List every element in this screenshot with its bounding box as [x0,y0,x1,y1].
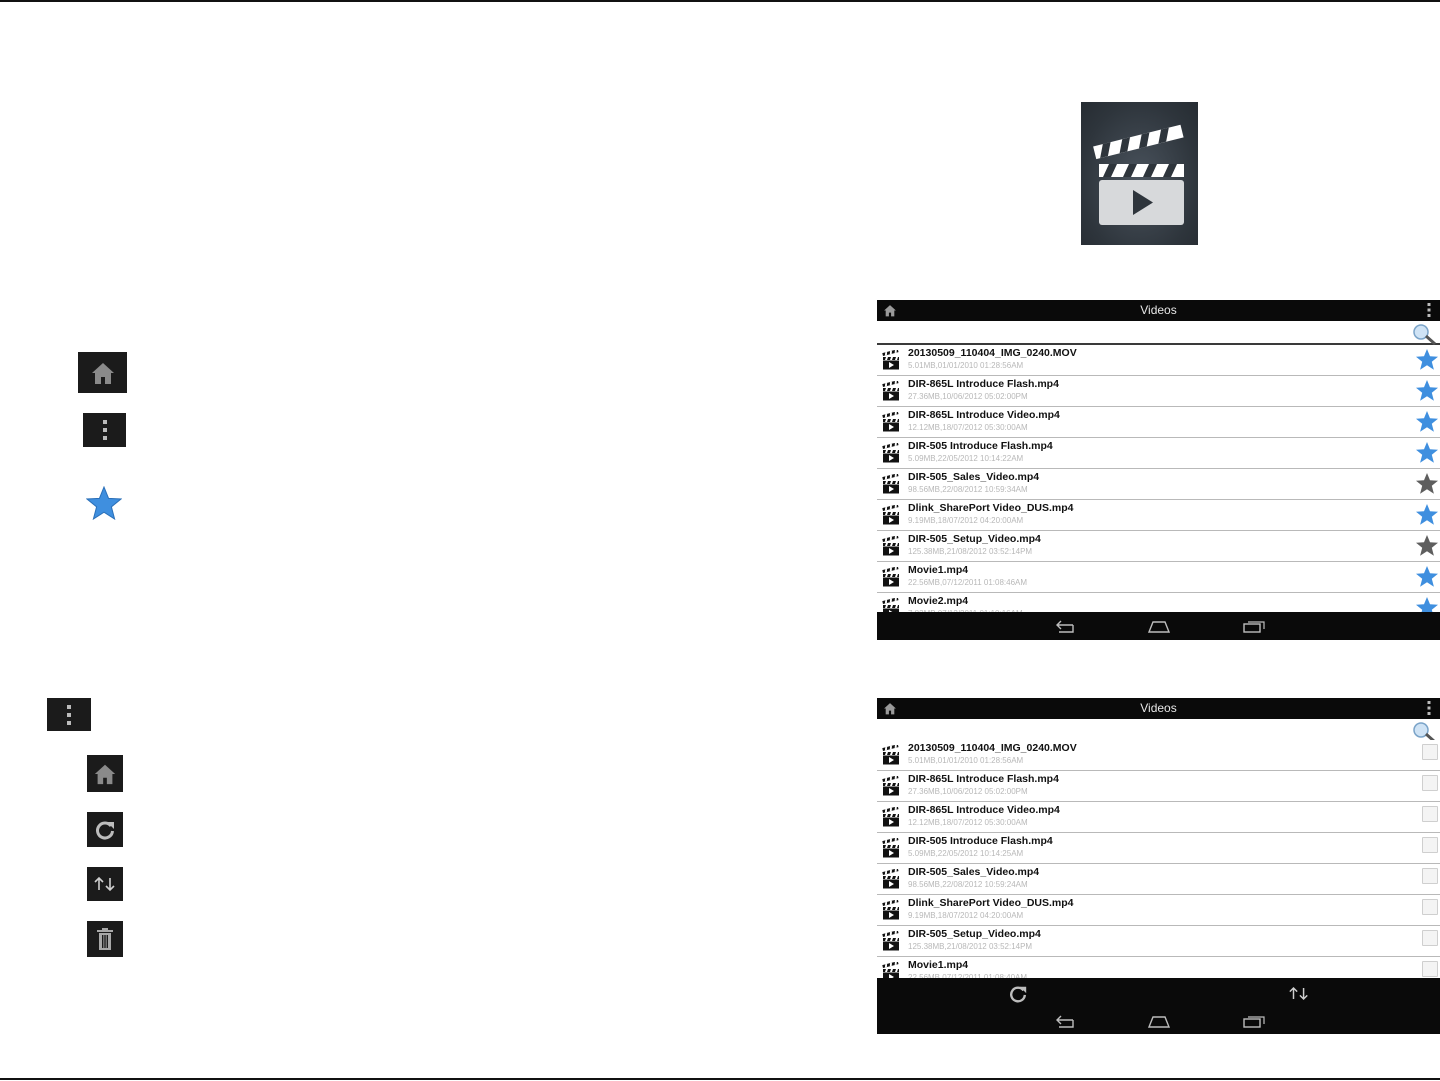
screen-title: Videos [1140,303,1177,317]
file-name: DIR-865L Introduce Video.mp4 [908,804,1060,816]
file-row[interactable] [877,740,1440,771]
file-name: 20130509_110404_IMG_0240.MOV [908,347,1077,359]
file-meta: 5.09MB,22/05/2012 10:14:25AM [908,849,1024,858]
legend-delete-button [87,921,123,957]
legend-sort-button [87,867,123,901]
file-row[interactable] [877,562,1440,593]
file-row[interactable] [877,864,1440,895]
file-name: DIR-505_Sales_Video.mp4 [908,471,1040,483]
favorite-star-icon[interactable] [1415,565,1439,593]
select-checkbox[interactable] [1422,775,1438,791]
file-row[interactable] [877,771,1440,802]
file-row[interactable] [877,469,1440,500]
refresh-icon[interactable] [1008,984,1028,1004]
file-row[interactable] [877,531,1440,562]
videos-clapperboard-icon [1081,102,1198,245]
video-file-icon [881,838,901,863]
overflow-menu-icon[interactable] [1427,701,1431,715]
file-meta: 27.36MB,10/06/2012 05:02:00PM [908,787,1028,796]
legend-menu-button [83,413,126,447]
select-checkbox[interactable] [1422,868,1438,884]
back-icon[interactable] [1053,620,1075,634]
recent-apps-icon[interactable] [1243,1015,1265,1028]
favorite-star-icon [86,486,122,520]
file-meta: 27.36MB,10/06/2012 05:02:00PM [908,392,1028,401]
home-outline-icon[interactable] [1147,619,1171,633]
file-name: Movie1.mp4 [908,959,969,971]
video-file-icon [881,900,901,925]
recent-apps-icon[interactable] [1243,620,1265,633]
file-name: DIR-505_Setup_Video.mp4 [908,928,1041,940]
legend-home-button [78,352,127,393]
file-meta: 98.56MB,22/08/2012 10:59:34AM [908,485,1028,494]
file-name: DIR-505_Sales_Video.mp4 [908,866,1040,878]
top-rule [0,0,1440,2]
file-name: Dlink_SharePort Video_DUS.mp4 [908,502,1074,514]
home-icon [90,361,116,385]
unfavorite-star-icon[interactable] [1415,534,1439,562]
file-name: DIR-865L Introduce Video.mp4 [908,409,1060,421]
overflow-menu-icon[interactable] [1427,303,1431,317]
file-meta: 98.56MB,22/08/2012 10:59:24AM [908,880,1028,889]
home-icon [93,762,117,786]
file-meta: 12.12MB,18/07/2012 05:30:00AM [908,818,1028,827]
file-name: Dlink_SharePort Video_DUS.mp4 [908,897,1074,909]
file-row[interactable] [877,833,1440,864]
file-meta: 12.12MB,18/07/2012 05:30:00AM [908,423,1028,432]
video-file-icon [881,412,901,437]
file-name: DIR-505 Introduce Flash.mp4 [908,440,1053,452]
refresh-icon [94,819,116,841]
file-name: DIR-865L Introduce Flash.mp4 [908,378,1059,390]
favorite-star-icon[interactable] [1415,503,1439,531]
trash-icon [96,927,114,951]
system-nav-bar [877,612,1440,640]
video-file-icon [881,745,901,770]
file-row[interactable] [877,895,1440,926]
video-file-icon [881,869,901,894]
file-name: Movie1.mp4 [908,564,969,576]
file-name: Movie2.mp4 [908,595,969,607]
screen-title: Videos [1140,701,1177,715]
file-meta: 9.19MB,18/07/2012 04:20:00AM [908,911,1024,920]
unfavorite-star-icon[interactable] [1415,472,1439,500]
file-name: DIR-505 Introduce Flash.mp4 [908,835,1053,847]
file-row[interactable] [877,926,1440,957]
videos-app-icon [1081,102,1198,245]
bottom-rule [0,1078,1440,1080]
video-file-icon [881,567,901,592]
sort-icon [93,876,117,892]
sort-icon[interactable] [1288,986,1310,1001]
file-row[interactable] [877,345,1440,376]
select-checkbox[interactable] [1422,837,1438,853]
legend-menu-button-2 [47,698,91,731]
home-outline-icon[interactable] [1147,1014,1171,1028]
video-file-icon [881,474,901,499]
overflow-menu-icon [66,704,72,726]
action-bar [877,300,1440,321]
file-meta: 9.19MB,18/07/2012 04:20:00AM [908,516,1024,525]
file-list [877,740,1440,988]
file-row[interactable] [877,802,1440,833]
video-file-icon [881,350,901,375]
video-file-icon [881,381,901,406]
select-checkbox[interactable] [1422,899,1438,915]
select-checkbox[interactable] [1422,961,1438,977]
select-checkbox[interactable] [1422,806,1438,822]
video-file-icon [881,443,901,468]
favorite-star-icon[interactable] [1415,410,1439,438]
file-row[interactable] [877,376,1440,407]
videos-screen-edit [877,698,1440,1034]
file-row[interactable] [877,438,1440,469]
file-row[interactable] [877,500,1440,531]
select-checkbox[interactable] [1422,744,1438,760]
videos-screen-favorites [877,300,1440,640]
file-meta: 22.56MB,07/12/2011 01:08:46AM [908,578,1028,587]
file-meta: 5.01MB,01/01/2010 01:28:56AM [908,756,1024,765]
file-name: DIR-505_Setup_Video.mp4 [908,533,1041,545]
video-file-icon [881,536,901,561]
file-meta: 125.38MB,21/08/2012 03:52:14PM [908,942,1033,951]
back-icon[interactable] [1053,1015,1075,1029]
file-meta: 5.01MB,01/01/2010 01:28:56AM [908,361,1024,370]
search-icon[interactable] [1411,323,1437,345]
select-checkbox[interactable] [1422,930,1438,946]
file-row[interactable] [877,407,1440,438]
search-bar[interactable] [877,321,1440,345]
file-name: 20130509_110404_IMG_0240.MOV [908,742,1077,754]
action-and-nav-bar [877,978,1440,1034]
favorite-star-icon[interactable] [1415,441,1439,469]
legend-home-button-2 [87,755,123,792]
video-file-icon [881,931,901,956]
file-name: DIR-865L Introduce Flash.mp4 [908,773,1059,785]
action-bar [877,698,1440,719]
legend-refresh-button [87,812,123,847]
video-file-icon [881,505,901,530]
video-file-icon [881,776,901,801]
favorite-star-icon[interactable] [1415,348,1439,376]
file-meta: 125.38MB,21/08/2012 03:52:14PM [908,547,1033,556]
favorite-star-icon[interactable] [1415,379,1439,407]
video-file-icon [881,807,901,832]
file-meta: 5.09MB,22/05/2012 10:14:22AM [908,454,1024,463]
overflow-menu-icon [102,419,108,441]
file-list [877,345,1440,624]
